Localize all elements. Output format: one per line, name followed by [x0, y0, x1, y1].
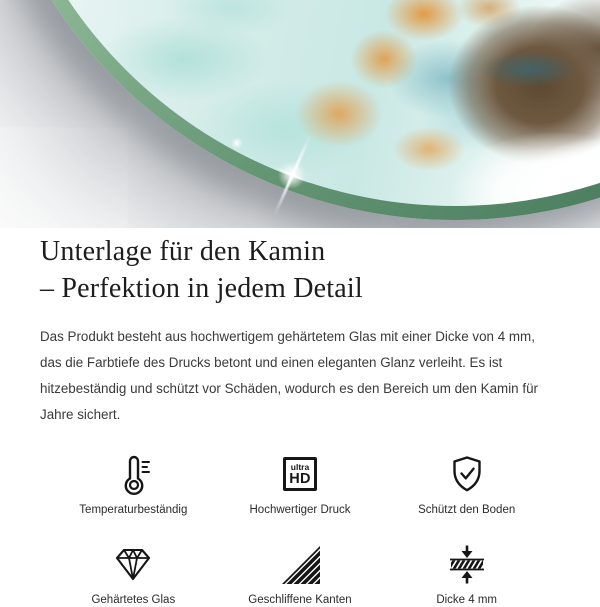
ultra-hd-icon: ultra HD	[278, 452, 322, 496]
feature-label: Temperaturbeständig	[79, 504, 188, 516]
feature-tempered-glass	[50, 542, 217, 607]
polished-edges-icon	[278, 542, 322, 586]
page-title-line2: – Perfektion in jedem Detail	[40, 273, 363, 304]
feature-thickness-4mm	[383, 542, 550, 607]
feature-temperature-resistant	[50, 452, 217, 517]
shield-check-icon	[445, 452, 489, 496]
feature-high-quality-print	[217, 452, 384, 517]
page-title-line1: Unterlage für den Kamin	[40, 236, 326, 267]
glint-dot	[231, 137, 243, 149]
page-title	[40, 233, 560, 307]
product-image	[0, 0, 600, 228]
feature-polished-edges	[217, 542, 384, 607]
diamond-icon	[111, 542, 155, 586]
feature-label: Dicke 4 mm	[436, 594, 498, 606]
feature-protects-floor	[383, 452, 550, 517]
feature-label: Gehärtetes Glas	[91, 594, 176, 606]
feature-grid	[50, 452, 550, 607]
glass-edge	[0, 0, 600, 220]
product-description-text: Das Produkt besteht aus hochwertigem gehärtetem Glas mit einer Dicke von 4 mm, das die Farbtiefe des Drucks betont und einen eleganten Glanz verleiht. Es ist hitzebeständig und schützt vor Schäden, wodurch es den Bereich um den Kamin für Jahre sichert.	[40, 329, 538, 422]
product-description-section	[0, 228, 600, 607]
feature-label: Geschliffene Kanten	[248, 594, 352, 606]
feature-label: Hochwertiger Druck	[249, 504, 351, 516]
thermometer-icon	[111, 452, 155, 496]
thickness-icon	[445, 542, 489, 586]
feature-label: Schützt den Boden	[418, 504, 516, 516]
